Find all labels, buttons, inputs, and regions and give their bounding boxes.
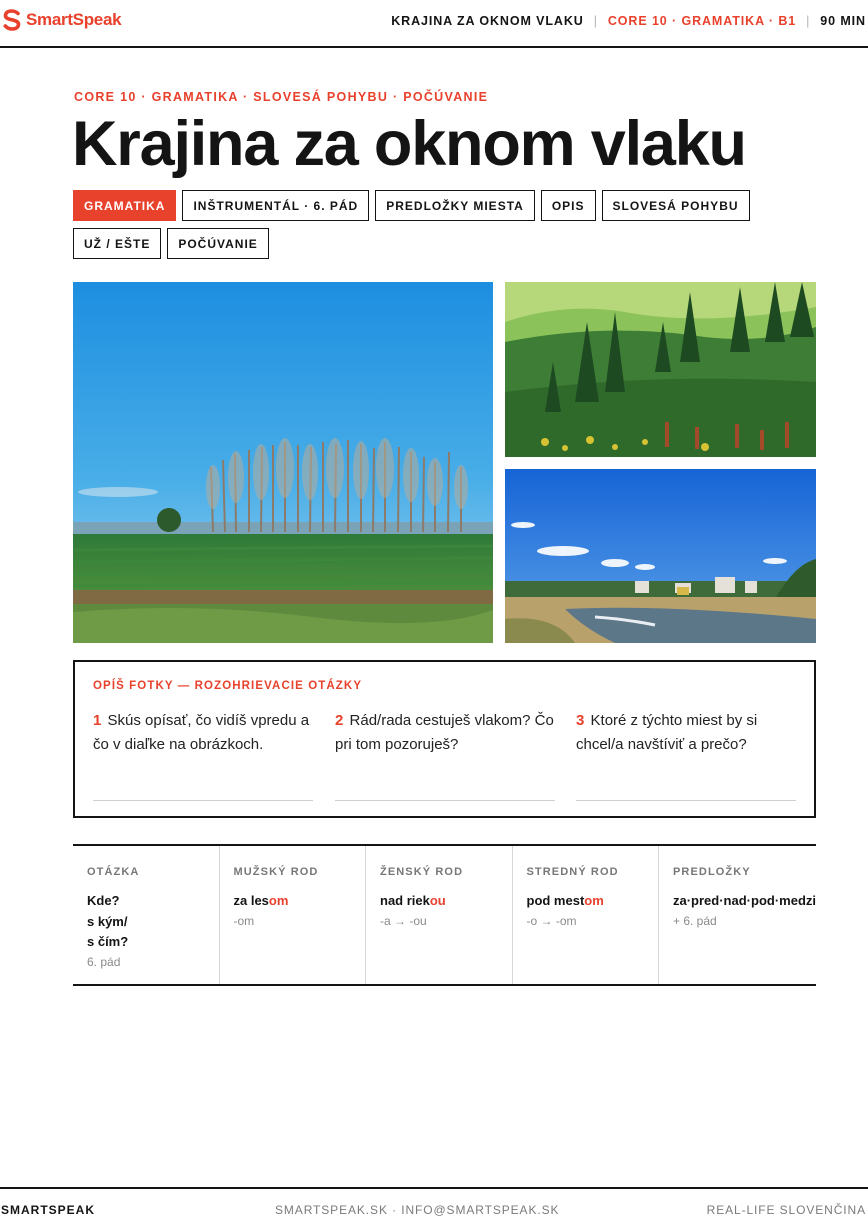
column-header: PREDLOŽKY [673, 866, 751, 878]
tag-pocuvanie[interactable]: POČÚVANIE [167, 228, 268, 259]
question-text: Ktoré z týchto miest by si chcel/a navštíviť a prečo? [576, 712, 758, 753]
footer-brand: SMARTSPEAK [1, 1203, 96, 1217]
tag-predlozky-miesta[interactable]: PREDLOŽKY MIESTA [375, 190, 535, 221]
lesson-meta [391, 14, 866, 28]
tag-instrumental[interactable]: INŠTRUMENTÁL · 6. PÁD [182, 190, 369, 221]
tag-list [73, 190, 813, 259]
logo-text: SmartSpeak [26, 10, 122, 29]
example-stem: za les [233, 893, 269, 908]
tag-uz-este[interactable]: UŽ / EŠTE [73, 228, 161, 259]
grammar-col-neuter [513, 846, 660, 984]
grammar-table [73, 844, 816, 986]
logo[interactable] [1, 8, 121, 32]
warmup-question-2 [335, 709, 557, 757]
example-ending: ou [429, 893, 446, 908]
example-ending: om [584, 893, 604, 908]
answer-line-2[interactable] [335, 800, 555, 801]
duration-label: 90 MIN [820, 14, 866, 28]
question-number: 2 [335, 712, 344, 729]
column-header: STREDNÝ ROD [526, 866, 619, 878]
grammar-col-question [73, 846, 220, 984]
example-ending: om [268, 893, 289, 908]
page-title: Krajina za oknom vlaku [72, 109, 746, 179]
warmup-box [73, 660, 816, 818]
smartspeak-logo-icon [1, 8, 23, 32]
footer-tagline: REAL-LIFE SLOVENČINA [706, 1203, 866, 1217]
column-header: MUŽSKÝ ROD [233, 866, 319, 878]
example-phrase [380, 891, 512, 912]
footer [0, 1187, 868, 1228]
example-stem: pod mest [526, 893, 585, 908]
tag-gramatika[interactable]: GRAMATIKA [73, 190, 176, 221]
separator: | [806, 14, 811, 28]
lesson-level-label: CORE 10 · GRAMATIKA · B1 [607, 14, 797, 28]
grammar-col-prepositions [659, 846, 816, 984]
warmup-question-3 [576, 709, 798, 757]
ending-note: -o → -om [526, 913, 577, 928]
question-examples [87, 891, 219, 953]
ending-note: -om [233, 913, 255, 928]
column-header: ŽENSKÝ ROD [380, 866, 464, 878]
ending-note: -a → -ou [380, 913, 427, 928]
case-note: + 6. pád [673, 913, 717, 928]
case-note: 6. pád [87, 954, 121, 969]
warmup-title: OPÍŠ FOTKY — ROZOHRIEVACIE OTÁZKY [93, 680, 363, 692]
example-stem: nad riek [380, 893, 430, 908]
answer-line-3[interactable] [576, 800, 796, 801]
question-text: Rád/rada cestuješ vlakom? Čo pri tom pozoruješ? [335, 712, 554, 753]
warmup-question-1 [93, 709, 315, 757]
question-number: 3 [576, 712, 585, 729]
lesson-title-label: KRAJINA ZA OKNOM VLAKU [391, 14, 584, 28]
grammar-col-feminine [366, 846, 513, 984]
column-header: OTÁZKA [87, 866, 140, 878]
top-bar [0, 0, 868, 48]
photo-field-with-trees [73, 282, 493, 643]
question-text: Skús opísať, čo vidíš vpredu a čo v diaľke na obrázkoch. [93, 712, 310, 753]
question-kde: Kde? [87, 893, 120, 908]
footer-contact[interactable]: SMARTSPEAK.SK · INFO@SMARTSPEAK.SK [275, 1203, 560, 1217]
grammar-col-masculine [220, 846, 367, 984]
photo-mountain-meadow [505, 282, 816, 457]
answer-line-1[interactable] [93, 800, 313, 801]
photo-river-town [505, 469, 816, 643]
question-number: 1 [93, 712, 102, 729]
example-phrase [234, 891, 366, 912]
preposition-list: za·pred·nad·pod·medzi [673, 893, 816, 908]
question-s-cim: s čím? [87, 934, 129, 949]
kicker: CORE 10 · GRAMATIKA · SLOVESÁ POHYBU · POČÚVANIE [74, 90, 489, 104]
tag-slovesa-pohybu[interactable]: SLOVESÁ POHYBU [602, 190, 750, 221]
tag-opis[interactable]: OPIS [541, 190, 596, 221]
question-s-kym: s kým/ [87, 913, 128, 929]
separator: | [593, 14, 598, 28]
example-phrase [527, 891, 659, 912]
